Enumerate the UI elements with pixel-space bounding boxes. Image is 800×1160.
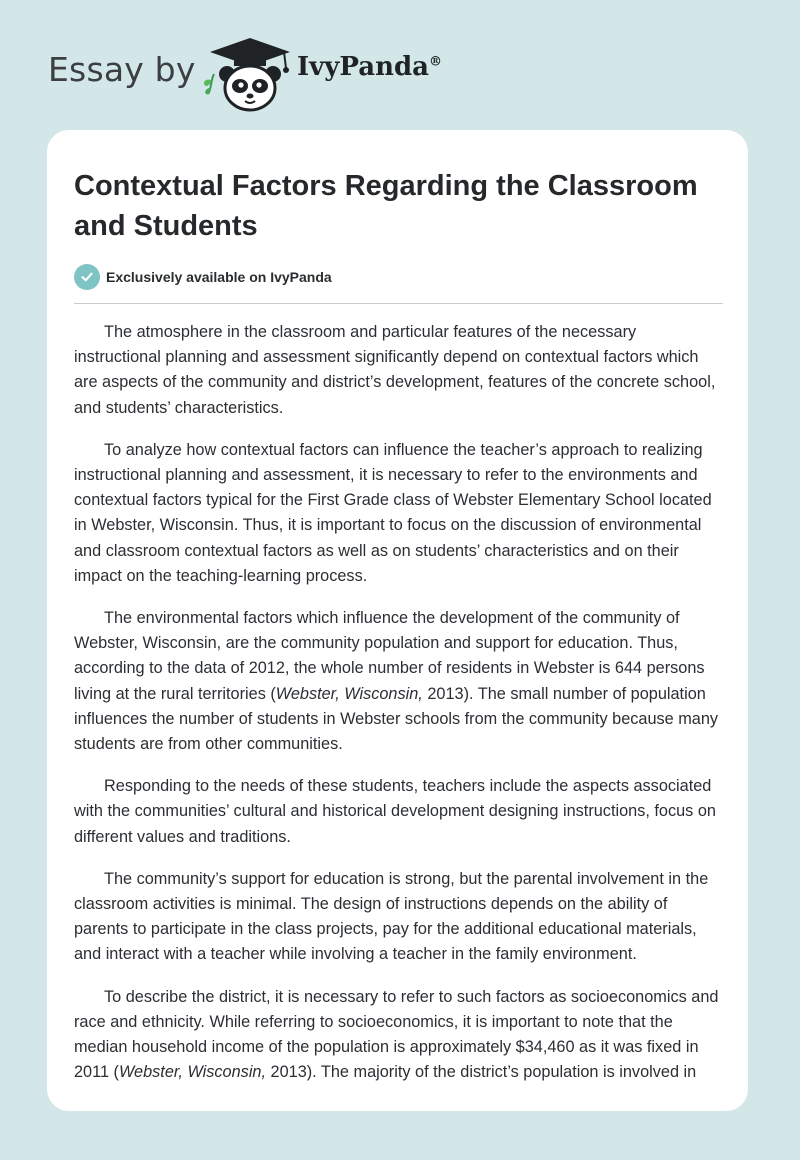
paragraph: To analyze how contextual factors can influence the teacher’s approach to realizing instructional planning and assessment, it is necessary to refer to the environments and contextual factors typical for the First Grade class of Webster Elementary School located in Webster, Wisconsin. Thus, it is important to focus on the discussion of environmental and classroom contextual factors as well as on students’ characteristics and on their impact on the teaching-learning process. [74,440,712,585]
paragraph: To describe the district, it is necessary to refer to such factors as socioeconomics and race and ethnicity. While referring to socioeconomics, it is important to note that the median household income of the population is approximately $34,460 as it was fixed in 2011 (Webster, Wisconsin, 2013). The majority of the district’s population is involved in [74,987,719,1082]
brand-name[interactable]: IvyPanda® [297,52,443,82]
checkmark-icon [74,264,100,290]
essay-card [47,130,748,1111]
registered-mark: ® [429,54,443,70]
citation-title: Webster, Wisconsin, [118,1063,267,1082]
exclusive-badge-label: Exclusively available on IvyPanda [106,269,332,285]
paragraph: The atmosphere in the classroom and particular features of the necessary instructional planning and assessment significantly depend on contextual factors which are aspects of the community and district’s development, features of the concrete school, and students’ characteristics. [74,323,716,417]
paragraph: The environmental factors which influence the development of the community of Webster, Wisconsin, are the community population and support for education. Thus, according to the data of 2012, the whole number of residents in Webster is 644 persons living at the rural territories (Webster, Wisconsin, 2013). The small number of population influences the number of students in Webster schools from the community because many students are from other communities. [74,609,719,754]
citation-title: Webster, Wisconsin, [275,684,423,703]
site-header [0,0,800,130]
essay-title: Contextual Factors Regarding the Classroom and Students [74,170,698,242]
paragraph: The community’s support for education is strong, but the parental involvement in the classroom activities is minimal. The design of instructions depends on the ability of parents to participate in the class projects, pay for the additional educational materials, and interact with a teacher while involving a teacher in the family environment. [74,869,709,964]
panda-logo-icon[interactable] [200,36,296,112]
brand-prefix: Essay by [48,50,196,89]
essay-body [74,320,726,1102]
divider [74,303,723,304]
exclusive-badge [74,264,332,290]
paragraph: Responding to the needs of these students, teachers include the aspects associated with the communities’ cultural and historical development designing instructions, focus on different values and traditions. [74,777,716,846]
